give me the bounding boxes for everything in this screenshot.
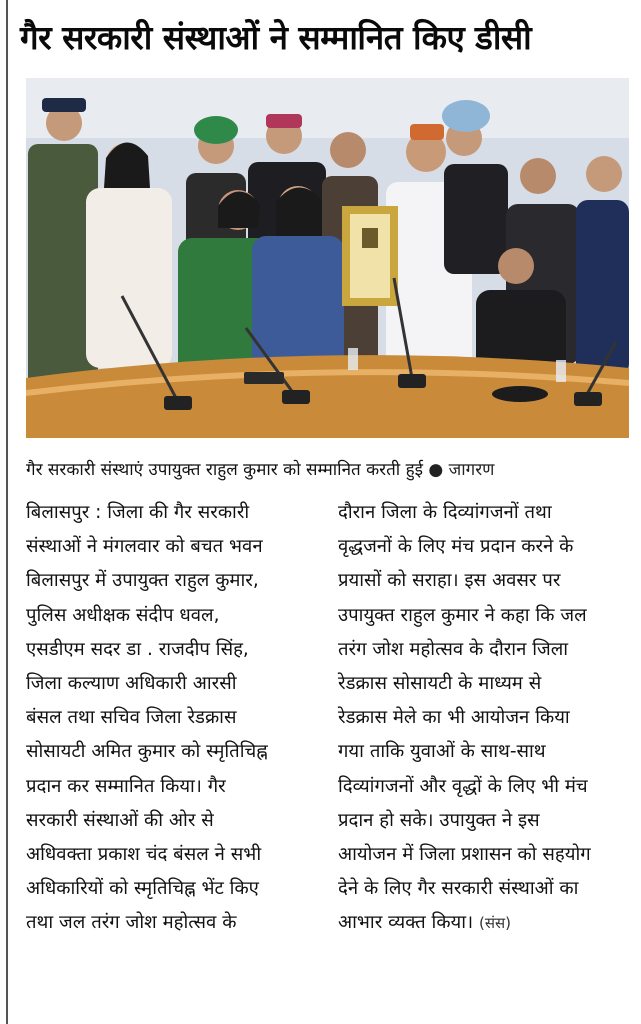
body-line: प्रयासों को सराहा। इस अवसर पर xyxy=(338,570,561,592)
body-line: रेडक्रास सोसायटी के माध्यम से xyxy=(338,672,542,694)
caption-text: गैर सरकारी संस्थाएं उपायुक्त राहुल कुमार को सम्मानित करती हुई xyxy=(26,460,423,480)
body-line: तरंग जोश महोत्सव के दौरान जिला xyxy=(338,638,569,660)
photo-caption xyxy=(26,452,629,488)
headline: गैर सरकारी संस्थाओं ने सम्मानित किए डीसी xyxy=(20,18,532,57)
body-line: अधिकारियों को स्मृतिचिह्न भेंट किए xyxy=(26,878,259,900)
body-line: प्रदान हो सके। उपायुक्त ने इस xyxy=(338,809,540,831)
body-line: प्रदान कर सम्मानित किया। गैर xyxy=(26,775,226,797)
body-line: वृद्धजनों के लिए मंच प्रदान करने के xyxy=(338,536,574,558)
article-body-right-column xyxy=(338,496,630,940)
news-photo xyxy=(26,78,629,438)
source-tag: (संस) xyxy=(478,914,511,933)
body-line: अधिवक्ता प्रकाश चंद बंसल ने सभी xyxy=(26,843,262,865)
body-line-text: आभार व्यक्त किया। xyxy=(338,912,474,934)
body-line-last xyxy=(338,906,630,940)
body-line: तथा जल तरंग जोश महोत्सव के xyxy=(26,912,237,934)
body-line: देने के लिए गैर सरकारी संस्थाओं का xyxy=(338,878,579,900)
body-line: संस्थाओं ने मंगलवार को बचत भवन xyxy=(26,536,263,558)
body-line: पुलिस अधीक्षक संदीप धवल, xyxy=(26,604,220,626)
body-line: दौरान जिला के दिव्यांगजनों तथा xyxy=(338,502,552,523)
body-line: जिला कल्याण अधिकारी आरसी xyxy=(26,672,237,694)
body-line: एसडीएम सदर डा . राजदीप सिंह, xyxy=(26,638,249,660)
body-line: सोसायटी अमित कुमार को स्मृतिचिह्न xyxy=(26,741,268,763)
page-edge-line xyxy=(6,0,8,1024)
body-line: आयोजन में जिला प्रशासन को सहयोग xyxy=(338,843,591,865)
body-line: दिव्यांगजनों और वृद्धों के लिए भी मंच xyxy=(338,775,588,797)
article-body-left-column xyxy=(26,496,316,940)
body-line: उपायुक्त राहुल कुमार ने कहा कि जल xyxy=(338,604,587,626)
body-line: बिलासपुर : जिला की गैर सरकारी xyxy=(26,502,250,523)
body-line: बिलासपुर में उपायुक्त राहुल कुमार, xyxy=(26,570,259,592)
photo-credit: ● जागरण xyxy=(428,460,495,480)
body-line: रेडक्रास मेले का भी आयोजन किया xyxy=(338,707,570,729)
body-line: सरकारी संस्थाओं की ओर से xyxy=(26,809,214,831)
body-line: बंसल तथा सचिव जिला रेडक्रास xyxy=(26,707,237,729)
body-line: गया ताकि युवाओं के साथ-साथ xyxy=(338,741,546,763)
